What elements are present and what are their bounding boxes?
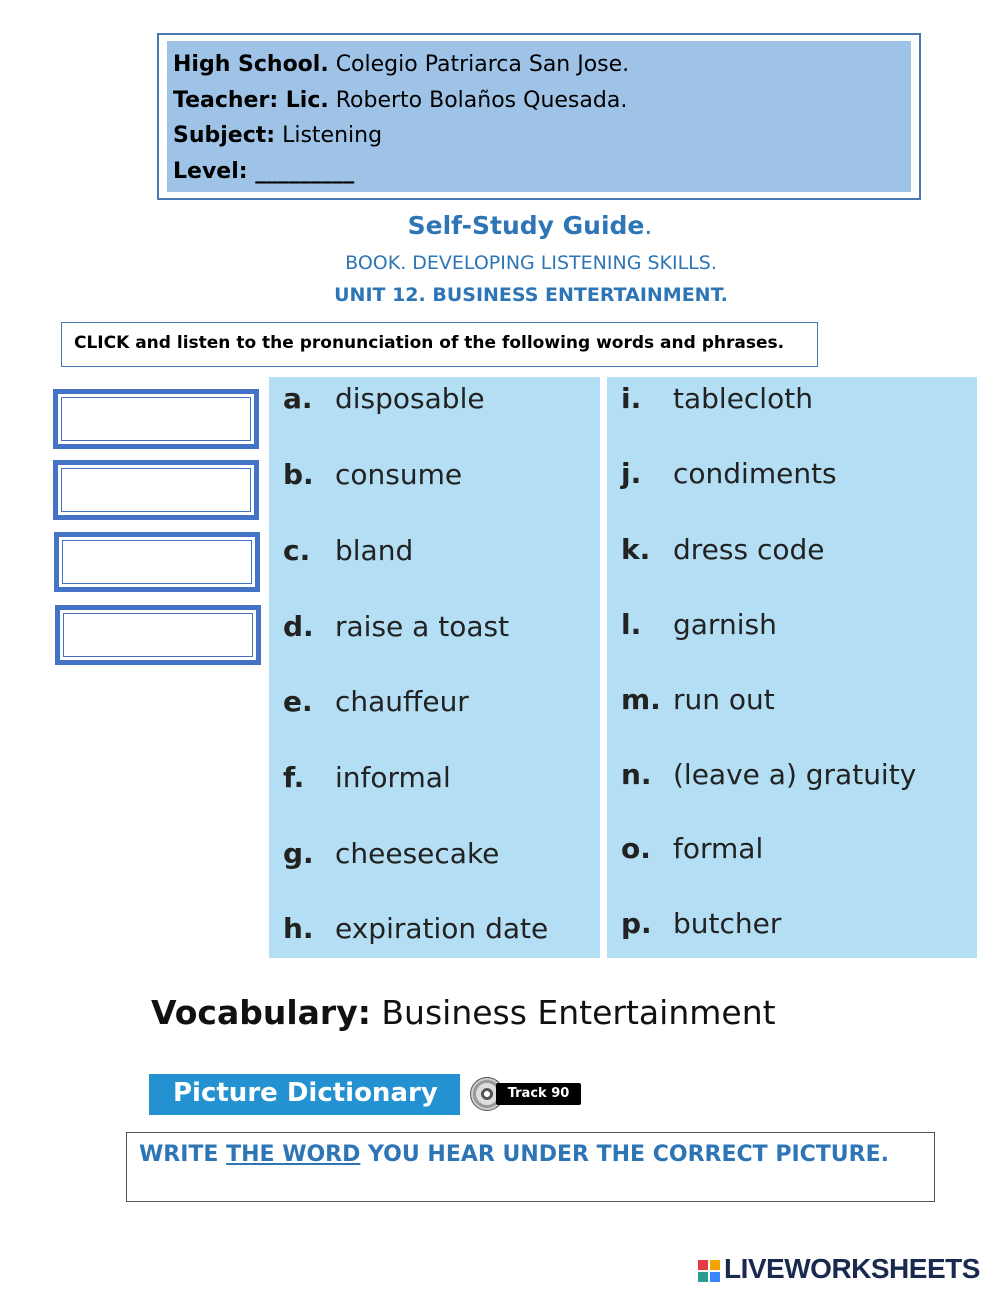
word-letter: m.	[621, 683, 661, 716]
track-audio-button[interactable]: Track 90	[496, 1083, 581, 1105]
page-title: Self-Study Guide.	[407, 211, 653, 240]
answer-input-1[interactable]	[53, 389, 259, 449]
word-letter: n.	[621, 758, 652, 791]
word-item[interactable]	[283, 382, 485, 415]
write-instruction: WRITE THE WORD YOU HEAR UNDER THE CORRECT PICTURE.	[126, 1132, 935, 1202]
word-item[interactable]	[621, 608, 777, 641]
word-text: disposable	[335, 382, 485, 415]
word-item[interactable]	[621, 533, 825, 566]
word-item[interactable]	[283, 837, 499, 870]
word-text: dress code	[673, 533, 825, 566]
word-letter: p.	[621, 907, 652, 940]
word-text: chauffeur	[335, 685, 469, 718]
word-list-right	[607, 377, 977, 958]
word-item[interactable]	[283, 458, 462, 491]
word-letter: o.	[621, 832, 651, 865]
word-text: formal	[673, 832, 764, 865]
answer-input-2[interactable]	[53, 460, 259, 520]
word-item[interactable]	[283, 534, 413, 567]
answer-input-3[interactable]	[54, 532, 260, 592]
word-item[interactable]	[621, 907, 781, 940]
listen-instruction: CLICK and listen to the pronunciation of the following words and phrases.	[61, 322, 818, 367]
word-text: garnish	[673, 608, 777, 641]
unit-title: UNIT 12. BUSINESS ENTERTAINMENT.	[334, 284, 728, 306]
logo-icon	[698, 1260, 720, 1282]
vocabulary-heading: Vocabulary: Business Entertainment	[151, 993, 776, 1032]
school-info-fill	[167, 41, 911, 192]
word-item[interactable]	[283, 912, 548, 945]
word-letter: g.	[283, 837, 314, 870]
word-text: run out	[673, 683, 775, 716]
answer-input-4[interactable]	[55, 605, 261, 665]
word-letter: l.	[621, 608, 642, 641]
logo-text: LIVEWORKSHEETS	[724, 1253, 980, 1284]
word-item[interactable]	[283, 685, 469, 718]
info-high-school: High School. Colegio Patriarca San Jose.	[173, 52, 630, 77]
word-letter: e.	[283, 685, 313, 718]
word-text: raise a toast	[335, 610, 510, 643]
word-list-left	[269, 377, 600, 958]
word-item[interactable]	[621, 758, 916, 791]
info-teacher: Teacher: Lic. Roberto Bolaños Quesada.	[173, 87, 628, 113]
word-letter: a.	[283, 382, 313, 415]
word-item[interactable]	[621, 683, 775, 716]
word-text: condiments	[673, 457, 837, 490]
word-text: expiration date	[335, 912, 549, 945]
word-text: informal	[335, 761, 451, 794]
book-title: BOOK. DEVELOPING LISTENING SKILLS.	[345, 252, 717, 274]
word-text: (leave a) gratuity	[673, 758, 917, 791]
word-letter: h.	[283, 912, 314, 945]
word-text: butcher	[673, 907, 782, 940]
word-letter: k.	[621, 533, 651, 566]
word-letter: b.	[283, 458, 314, 491]
word-text: tablecloth	[673, 382, 813, 415]
word-item[interactable]	[283, 761, 451, 794]
word-item[interactable]	[621, 382, 813, 415]
info-subject: Subject: Listening	[173, 123, 383, 148]
word-text: cheesecake	[335, 837, 500, 870]
school-info-box	[157, 33, 921, 200]
word-text: consume	[335, 458, 463, 491]
word-item[interactable]	[621, 457, 837, 490]
info-level: Level: _________	[173, 158, 355, 184]
word-letter: j.	[621, 457, 642, 490]
word-letter: f.	[283, 761, 305, 794]
word-letter: d.	[283, 610, 314, 643]
picture-dictionary-label: Picture Dictionary	[149, 1074, 460, 1115]
word-text: bland	[335, 534, 414, 567]
word-letter: i.	[621, 382, 642, 415]
word-item[interactable]	[621, 832, 763, 865]
word-item[interactable]	[283, 610, 509, 643]
word-letter: c.	[283, 534, 311, 567]
